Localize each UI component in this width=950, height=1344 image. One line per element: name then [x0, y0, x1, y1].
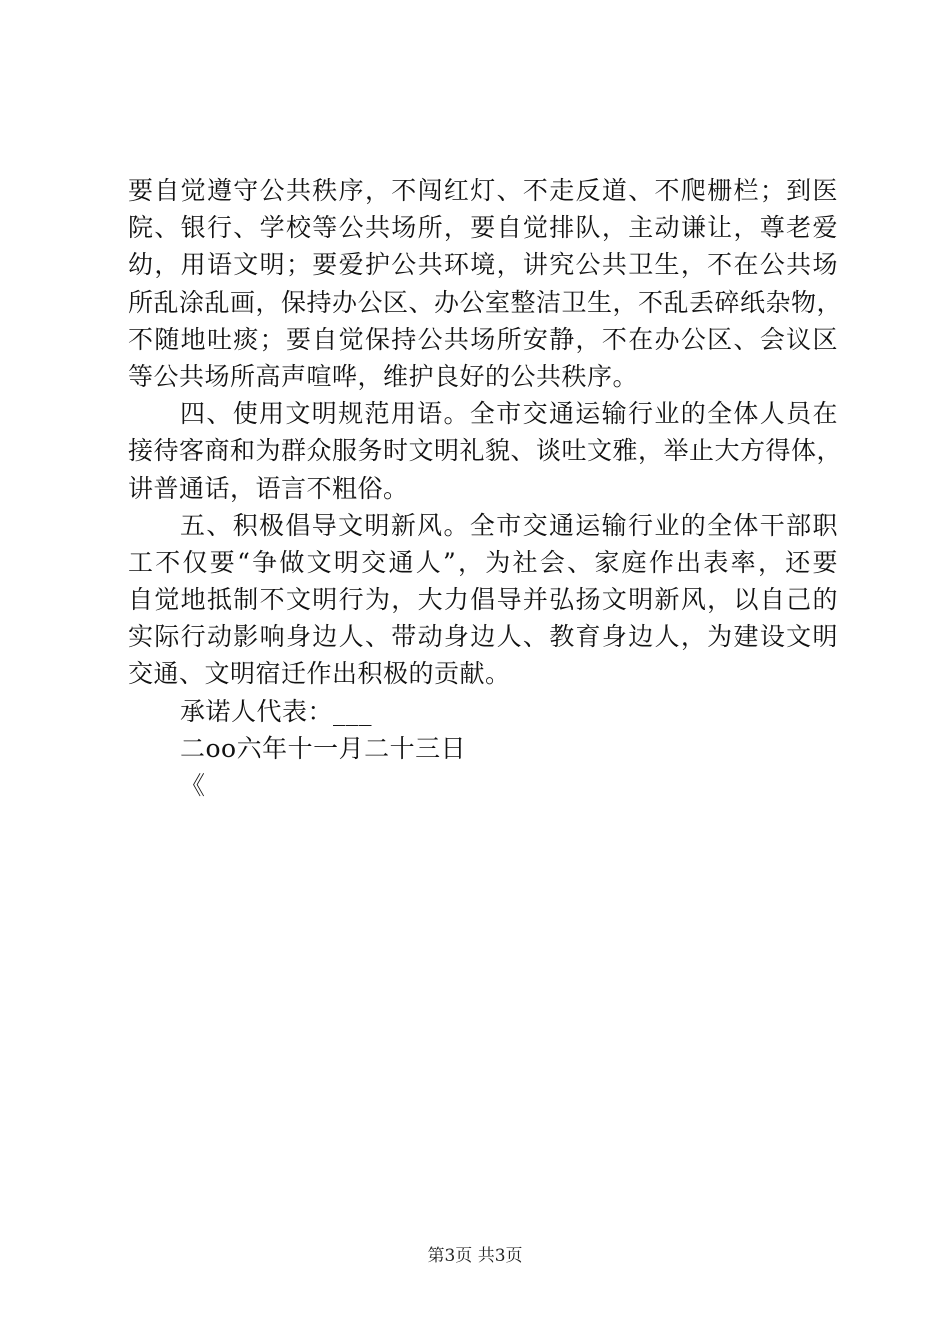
text-line: 讲普通话，语言不粗俗。	[128, 473, 409, 503]
text-line: 工不仅要“争做文明交通人”，为社会、家庭作出表率，还要	[128, 547, 838, 577]
text-line: 幼，用语文明；要爱护公共环境，讲究公共卫生，不在公共场	[128, 250, 838, 280]
section-four-heading-line: 四、使用文明规范用语。全市交通运输行业的全体人员在	[180, 399, 838, 429]
text-line: 等公共场所高声喧哗，维护良好的公共秩序。	[128, 361, 639, 391]
section-five-heading-line: 五、积极倡导文明新风。全市交通运输行业的全体干部职	[180, 510, 838, 540]
document-body	[128, 172, 843, 804]
text-line: 院、银行、学校等公共场所，要自觉排队，主动谦让，尊老爱	[128, 213, 838, 243]
text-line: 所乱涂乱画，保持办公区、办公室整洁卫生，不乱丢碎纸杂物，	[128, 287, 843, 317]
page-number-footer: 第3页 共3页	[427, 1246, 523, 1266]
signatory-line: 承诺人代表：___	[180, 696, 373, 726]
date-line: 二oo六年十一月二十三日	[180, 733, 467, 763]
text-line: 实际行动影响身边人、带动身边人、教育身边人，为建设文明	[128, 622, 838, 652]
text-line: 不随地吐痰；要自觉保持公共场所安静，不在办公区、会议区	[128, 324, 838, 354]
text-line: 自觉地抵制不文明行为，大力倡导并弘扬文明新风，以自己的	[128, 585, 838, 615]
text-line: 接待客商和为群众服务时文明礼貌、谈吐文雅，举止大方得体，	[128, 436, 843, 466]
text-line: 要自觉遵守公共秩序，不闯红灯、不走反道、不爬栅栏；到医	[128, 176, 838, 205]
trailing-bracket: 《	[180, 771, 206, 800]
text-line: 交通、文明宿迁作出积极的贡献。	[128, 659, 511, 689]
